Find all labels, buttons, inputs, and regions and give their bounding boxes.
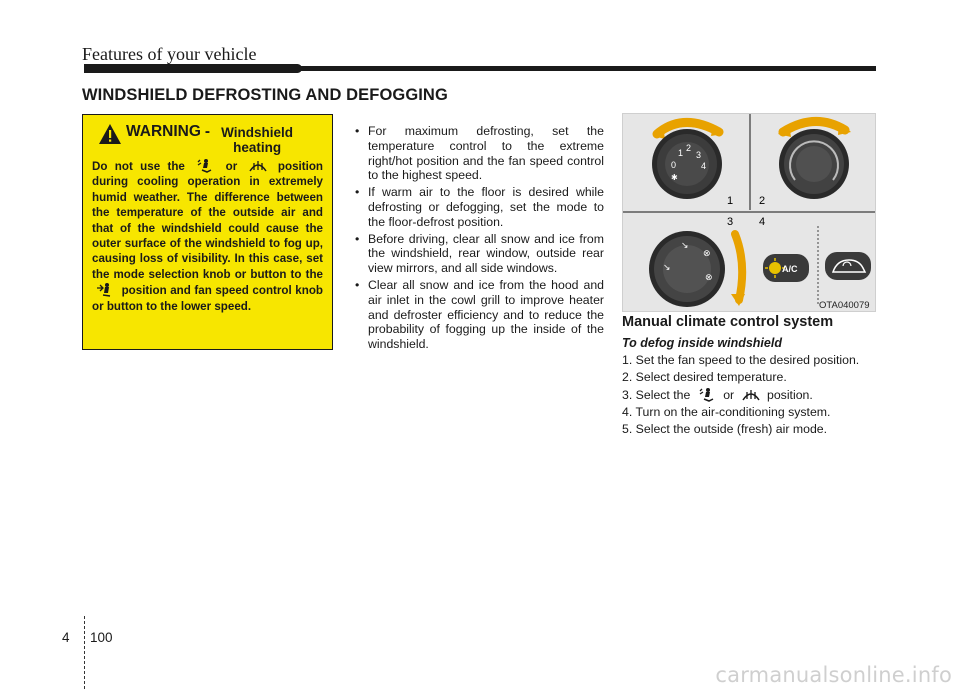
list-item: • If warm air to the floor is desired while defrosting or defogging, set the mode to the floor-defrost position. — [354, 185, 604, 229]
header-rule-accent — [84, 64, 302, 73]
page-number: 100 — [90, 630, 113, 645]
floor-defrost-icon — [195, 158, 215, 174]
mode-knob-icon — [649, 231, 745, 307]
list-item: 4. Turn on the air-conditioning system. — [622, 405, 831, 419]
svg-text:⊗: ⊗ — [705, 273, 713, 283]
step-text-part: 3. Select the — [622, 388, 691, 402]
warning-box — [82, 114, 333, 350]
list-item: 1. Set the fan speed to the desired position. — [622, 353, 860, 367]
warning-text-part: or — [225, 160, 238, 173]
defrost-icon — [741, 387, 761, 403]
warning-header — [98, 123, 323, 155]
svg-text:↘: ↘ — [663, 263, 671, 273]
floor-defrost-icon — [697, 387, 717, 403]
callout-4: 4 — [759, 216, 766, 228]
temperature-knob-icon — [778, 121, 851, 199]
svg-text:↘: ↘ — [681, 241, 689, 251]
svg-text:✱: ✱ — [671, 173, 678, 182]
defrost-icon — [248, 158, 268, 174]
figure-code: OTA040079 — [819, 300, 870, 311]
warning-text-part: position during cooling operation in extremely humid weather. The difference between the temperature of the outside air and that of the windshield could cause the outer surface of the windshield to fog up, causing loss of visibility. In this case, set the mode selection knob or button to the — [92, 160, 324, 281]
list-item: • Clear all snow and ice from the hood and air inlet in the cowl grill to improve heater and defroster efficiency and to reduce the probability of fogging up the inside of the windshield. — [354, 278, 604, 352]
footer-divider — [84, 616, 85, 689]
step-text-part: position. — [767, 388, 813, 402]
fan-mark-2: 2 — [686, 143, 692, 153]
manual-heading: Manual climate control system — [622, 314, 834, 330]
warning-label: WARNING — [126, 123, 201, 140]
face-vent-icon — [95, 282, 115, 298]
list-item — [622, 387, 876, 403]
warning-text — [92, 158, 323, 314]
manual-climate-section — [622, 314, 876, 439]
list-item: • Before driving, clear all snow and ice from the windshield, rear window, outside rear view mirrors, and all side windows. — [354, 232, 604, 276]
defog-steps — [622, 353, 876, 437]
list-item: • For maximum defrosting, set the temperature control to the extreme right/hot position and the fan speed control to the highest speed. — [354, 124, 604, 183]
fan-mark-4: 4 — [701, 161, 707, 171]
warning-text-part: position and fan speed control knob or button to the lower speed. — [92, 284, 323, 313]
fan-speed-knob-icon — [652, 122, 723, 199]
svg-text:⊗: ⊗ — [703, 249, 711, 259]
warning-triangle-icon — [98, 123, 122, 145]
warning-text-part: Do not use the — [92, 160, 185, 173]
callout-2: 2 — [759, 195, 766, 207]
ac-button-icon — [763, 254, 809, 282]
chapter-number: 4 — [62, 630, 70, 645]
fan-mark-1: 1 — [678, 148, 684, 158]
warning-separator: - — [204, 123, 211, 140]
section-title: WINDSHIELD DEFROSTING AND DEFOGGING — [82, 86, 448, 104]
chapter-title: Features of your vehicle — [82, 44, 257, 64]
fan-mark-0: 0 — [671, 160, 677, 170]
ac-button-label: A/C — [782, 264, 798, 274]
tips-list — [354, 124, 604, 354]
warning-topic: Windshield heating — [221, 125, 294, 155]
climate-control-figure — [622, 113, 876, 312]
air-intake-button-icon — [825, 252, 871, 280]
callout-1: 1 — [727, 195, 734, 207]
callout-3: 3 — [727, 216, 734, 228]
watermark: carmanualsonline.info — [715, 663, 952, 687]
fan-mark-3: 3 — [696, 150, 702, 160]
list-item: 2. Select desired temperature. — [622, 370, 787, 384]
defog-subheading: To defog inside windshield — [622, 336, 782, 350]
step-text-part: or — [723, 388, 735, 402]
climate-control-illustration — [623, 114, 876, 312]
list-item: 5. Select the outside (fresh) air mode. — [622, 422, 828, 436]
